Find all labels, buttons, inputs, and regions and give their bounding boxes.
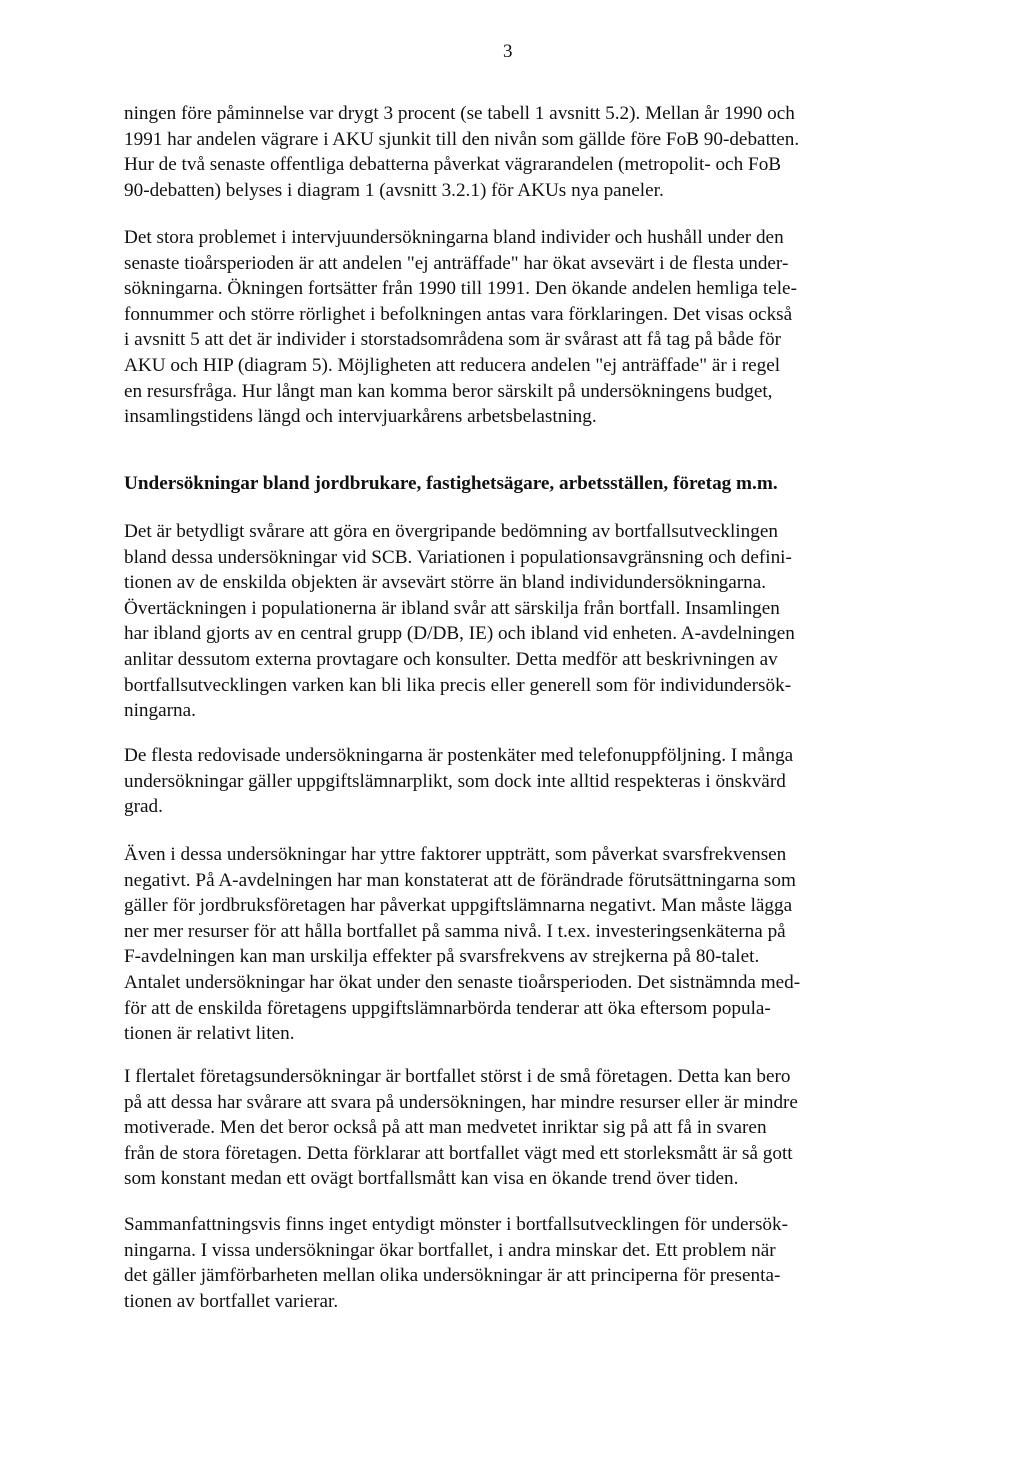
text-line: en resursfråga. Hur långt man kan komma beror särskilt på undersökningens budget,: [124, 380, 773, 402]
text-line: Det är betydligt svårare att göra en övergripande bedömning av bortfallsutvecklingen: [124, 521, 778, 542]
text-line: fonnummer och större rörlighet i befolkningen antas vara förklaringen. Det visas också: [124, 303, 793, 325]
text-line: sökningarna. Ökningen fortsätter från 1990 till 1991. Den ökande andelen hemliga tele-: [124, 278, 797, 300]
section-heading: [124, 471, 884, 497]
text-line: i avsnitt 5 att det är individer i storstadsområdena som är svårast att få tag på både för: [124, 329, 781, 351]
text-line: Hur de två senaste offentliga debatterna påverkat vägrarandelen (metropolit- och FoB: [124, 154, 782, 176]
text-line: De flesta redovisade undersökningarna är postenkäter med telefonuppföljning. I många: [124, 745, 794, 766]
page-number: 3: [503, 41, 513, 62]
text-line: från de stora företagen. Detta förklarar att bortfallet vägt med ett storleksmått är så gott: [124, 1142, 793, 1164]
paragraph-small-companies: [124, 1064, 884, 1192]
text-line: F-avdelningen kan man urskilja effekter på svarsfrekvens av strejkerna på 80-talet.: [124, 946, 760, 968]
text-line: ningarna. I vissa undersökningar ökar bortfallet, i andra minskar det. Ett problem när: [124, 1239, 776, 1261]
text-line: tionen av bortfallet varierar.: [124, 1290, 339, 1312]
paragraph-postal-surveys: [124, 743, 884, 820]
paragraph-aku-refusals: [124, 101, 884, 203]
text-line: Övertäckningen i populationerna är ibland svår att särskilja från bortfall. Insamlingen: [124, 597, 780, 619]
text-line: Det stora problemet i intervjuundersökningarna bland individer och hushåll under den: [124, 227, 784, 248]
text-line: på att dessa har svårare att svara på undersökningen, har mindre resurser eller är mindre: [124, 1091, 798, 1113]
text-line: Även i dessa undersökningar har yttre faktorer uppträtt, som påverkat svarsfrekvensen: [124, 844, 787, 865]
text-line: insamlingstidens längd och intervjuarkårens arbetsbelastning.: [124, 406, 597, 428]
text-line: grad.: [124, 796, 163, 818]
text-line: Sammanfattningsvis finns inget entydigt mönster i bortfallsutvecklingen för undersök-: [124, 1214, 788, 1235]
heading-text: Undersökningar bland jordbrukare, fastighetsägare, arbetsställen, företag m.m.: [124, 473, 778, 494]
text-line: gäller för jordbruksföretagen har påverkat uppgiftslämnarna negativt. Man måste lägga: [124, 895, 793, 917]
paragraph-not-reached: [124, 225, 884, 430]
text-line: 90-debatten) belyses i diagram 1 (avsnitt 3.2.1) för AKUs nya paneler.: [124, 179, 664, 201]
text-line: anlitar dessutom externa provtagare och konsulter. Detta medför att beskrivningen av: [124, 648, 778, 670]
text-line: undersökningar gäller uppgiftslämnarplikt, som dock inte alltid respekteras i önskvärd: [124, 770, 786, 792]
text-line: senaste tioårsperioden är att andelen "ej anträffade" har ökat avsevärt i de flesta under-: [124, 252, 789, 274]
text-line: tionen av de enskilda objekten är avsevärt större än bland individundersökningarna.: [124, 572, 767, 594]
text-line: det gäller jämförbarheten mellan olika undersökningar är att principerna för presenta-: [124, 1265, 781, 1287]
text-line: som konstant medan ett ovägt bortfallsmått kan visa en ökande trend över tiden.: [124, 1168, 739, 1190]
text-line: AKU och HIP (diagram 5). Möjligheten att reducera andelen "ej anträffade" är i regel: [124, 354, 781, 376]
text-line: motiverade. Men det beror också på att man medvetet inriktar sig på att få in svaren: [124, 1117, 767, 1139]
text-line: bland dessa undersökningar vid SCB. Variationen i populationsavgränsning och defini-: [124, 546, 792, 568]
text-line: ningarna.: [124, 700, 196, 722]
text-line: I flertalet företagsundersökningar är bortfallet störst i de små företagen. Detta kan bero: [124, 1066, 791, 1087]
paragraph-summary: [124, 1212, 884, 1314]
text-line: Antalet undersökningar har ökat under den senaste tioårsperioden. Det sistnämnda med-: [124, 971, 801, 993]
text-line: för att de enskilda företagens uppgiftslämnarbörda tenderar att öka eftersom popula-: [124, 997, 771, 1019]
paragraph-external-factors: [124, 842, 884, 1047]
text-line: ningen före påminnelse var drygt 3 procent (se tabell 1 avsnitt 5.2). Mellan år 1990 och: [124, 103, 795, 124]
text-line: ner mer resurser för att hålla bortfallet på samma nivå. I t.ex. investeringsenkäterna på: [124, 920, 786, 942]
text-line: tionen är relativt liten.: [124, 1023, 295, 1045]
text-line: negativt. På A-avdelningen har man konstaterat att de förändrade förutsättningarna som: [124, 869, 796, 891]
text-line: har ibland gjorts av en central grupp (D/DB, IE) och ibland vid enheten. A-avdelningen: [124, 623, 795, 645]
text-line: 1991 har andelen vägrare i AKU sjunkit till den nivån som gällde före FoB 90-debatten.: [124, 128, 800, 150]
paragraph-business-surveys: [124, 519, 884, 724]
text-line: bortfallsutvecklingen varken kan bli lika precis eller generell som för individundersök-: [124, 674, 792, 696]
